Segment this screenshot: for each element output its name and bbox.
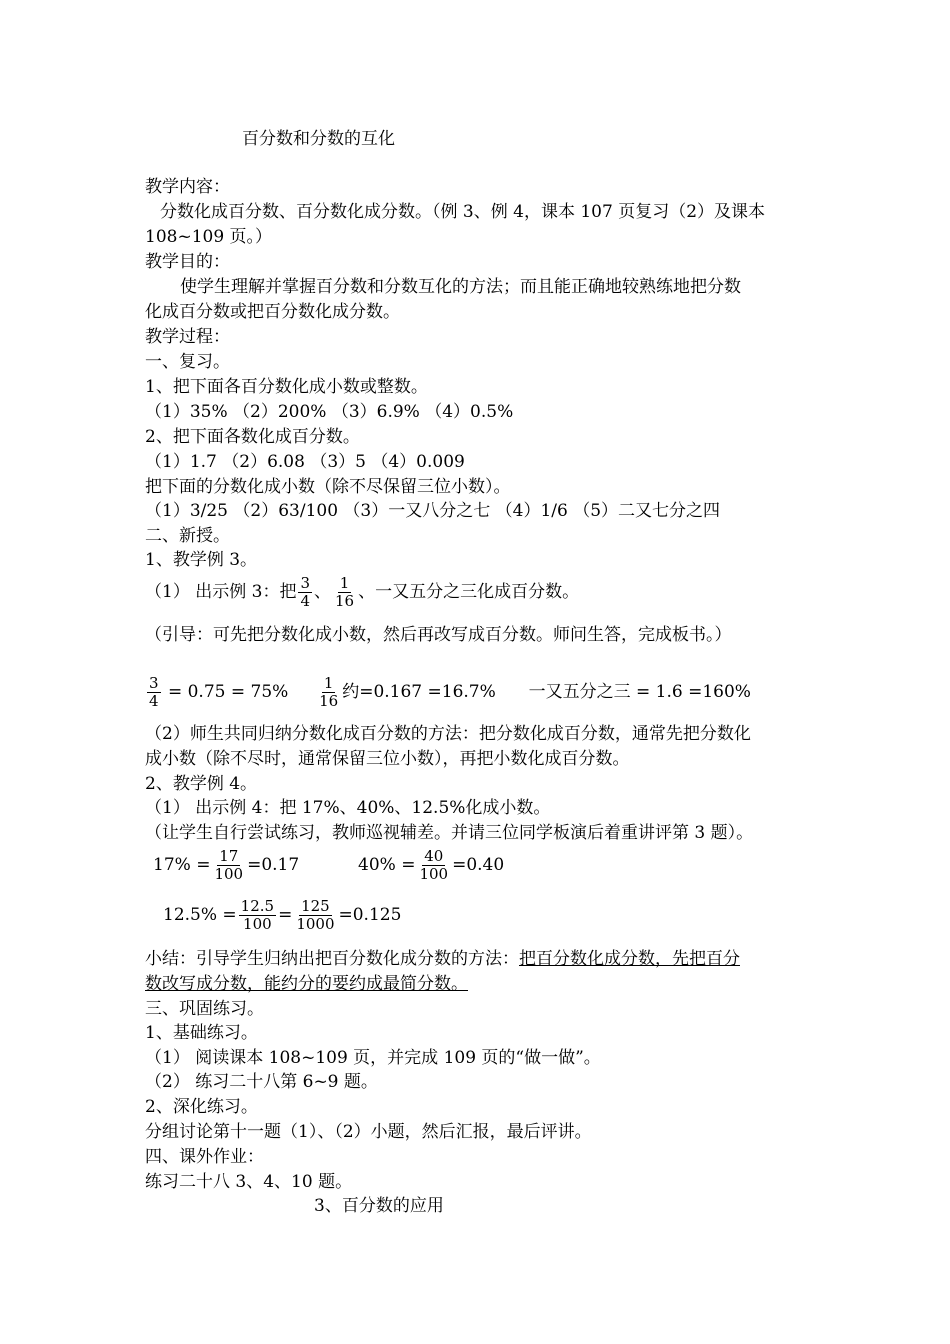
practice-basic-item-2: （2） 练习二十八第 6~9 题。 — [145, 1072, 378, 1092]
example-3-calc — [145, 675, 751, 710]
fraction-numerator: 1 — [339, 574, 350, 592]
fraction-numerator: 3 — [300, 574, 310, 592]
practice-deep-item-1: 分组讨论第十一题（1）、（2）小题，然后汇报，最后评讲。 — [145, 1122, 592, 1142]
content-line-1: 分数化成百分数、百分数化成分数。（例 3、例 4，课本 107 页复习（2）及课本 — [160, 202, 766, 222]
doc-title: 百分数和分数的互化 — [242, 129, 395, 149]
equation-1: = 0.75 = 75% — [167, 682, 289, 702]
fraction-denominator: 16 — [319, 692, 339, 710]
example-4-guide: （让学生自行尝试练习，教师巡视辅差。并请三位同学板演后着重讲评第 3 题）。 — [145, 823, 754, 843]
example-4-heading: 2、教学例 4。 — [145, 774, 258, 794]
practice-basic-item-1: （1） 阅读课本 108~109 页，并完成 109 页的“做一做”。 — [145, 1048, 601, 1068]
fraction-denominator: 4 — [149, 692, 159, 710]
calc-lhs: 17% = — [153, 855, 211, 875]
calc-lhs: 40% = — [358, 855, 416, 875]
fraction — [333, 575, 356, 610]
equation-3: 一又五分之三 = 1.6 =160% — [528, 682, 751, 702]
fraction — [294, 898, 336, 933]
fraction — [212, 848, 245, 883]
fraction-numerator: 125 — [301, 897, 330, 915]
summary-underlined-2: 数改写成分数，能约分的要约成最简分数。 — [145, 974, 468, 994]
summary-prefix: 小结：引导学生归纳出把百分数化成分数的方法： — [145, 949, 519, 969]
example-3-show-prefix: （1） 出示例 3：把 — [145, 582, 297, 602]
fraction-numerator: 12.5 — [240, 897, 275, 915]
fraction — [298, 575, 312, 610]
goal-line-2: 化成百分数或把百分数化成分数。 — [145, 302, 400, 322]
review-question-3: 把下面的分数化成小数（除不尽保留三位小数）。 — [145, 477, 511, 497]
practice-heading: 三、巩固练习。 — [145, 999, 264, 1019]
fraction — [147, 675, 161, 710]
fraction-numerator: 1 — [323, 674, 334, 692]
example-3-heading: 1、教学例 3。 — [145, 550, 258, 570]
example-3-show — [145, 575, 579, 610]
calc-lhs: 12.5% = — [163, 905, 237, 925]
example-3-show-suffix: 、一又五分之三化成百分数。 — [358, 582, 580, 602]
goal-line-1: 使学生理解并掌握百分数和分数互化的方法；而且能正确地较熟练地把分数 — [180, 277, 741, 297]
new-heading: 二、新授。 — [145, 526, 230, 546]
process-label: 教学过程： — [145, 327, 230, 347]
separator: 、 — [314, 582, 331, 602]
calc-rhs: =0.40 — [452, 855, 505, 875]
next-section-title: 3、百分数的应用 — [314, 1196, 444, 1216]
example-3-summary-line-1: （2）师生共同归纳分数化成百分数的方法：把分数化成百分数，通常先把分数化 — [145, 724, 751, 744]
review-question-1: 1、把下面各百分数化成小数或整数。 — [145, 377, 428, 397]
equation-2: 约=0.167 =16.7% — [342, 682, 496, 702]
example-4-show: （1） 出示例 4：把 17%、40%、12.5%化成小数。 — [145, 798, 551, 818]
example-4-calc-3 — [163, 898, 401, 933]
summary-line-2 — [145, 973, 468, 995]
example-3-summary-line-2: 成小数（除不尽时，通常保留三位小数），再把小数化成百分数。 — [145, 749, 630, 769]
fraction-denominator: 100 — [214, 865, 244, 883]
fraction-denominator: 1000 — [296, 915, 335, 933]
review-heading: 一、复习。 — [145, 352, 230, 372]
example-4-calc-1 — [153, 848, 299, 883]
fraction-denominator: 4 — [300, 592, 310, 610]
homework-heading: 四、课外作业： — [145, 1147, 264, 1167]
review-question-2-items: （1）1.7 （2）6.08 （3）5 （4）0.009 — [145, 452, 465, 472]
homework-item-1: 练习二十八 3、4、10 题。 — [145, 1172, 353, 1192]
review-question-2: 2、把下面各数化成百分数。 — [145, 427, 360, 447]
example-3-guide: （引导：可先把分数化成小数，然后再改写成百分数。师问生答，完成板书。） — [145, 625, 732, 645]
calc-rhs: =0.17 — [247, 855, 300, 875]
fraction-numerator: 17 — [219, 847, 239, 865]
fraction-denominator: 100 — [419, 865, 449, 883]
fraction — [417, 848, 450, 883]
calc-equals: = — [278, 905, 293, 925]
example-4-calc-2 — [358, 848, 504, 883]
fraction-denominator: 16 — [335, 592, 355, 610]
fraction-numerator: 3 — [149, 674, 159, 692]
content-label: 教学内容： — [145, 177, 230, 197]
review-question-3-items: （1）3/25 （2）63/100 （3）一又八分之七 （4）1/6 （5）二又七分之四 — [145, 501, 721, 521]
content-line-2: 108~109 页。） — [145, 227, 273, 247]
fraction — [317, 675, 340, 710]
fraction-numerator: 40 — [424, 847, 444, 865]
goal-label: 教学目的： — [145, 252, 230, 272]
summary-line-1 — [145, 948, 740, 970]
fraction — [239, 898, 276, 933]
fraction-denominator: 100 — [243, 915, 272, 933]
review-question-1-items: （1）35% （2）200% （3）6.9% （4）0.5% — [145, 402, 514, 422]
summary-underlined-1: 把百分数化成分数，先把百分 — [519, 949, 740, 969]
practice-basic-heading: 1、基础练习。 — [145, 1023, 258, 1043]
calc-rhs: =0.125 — [338, 905, 402, 925]
practice-deep-heading: 2、深化练习。 — [145, 1097, 258, 1117]
